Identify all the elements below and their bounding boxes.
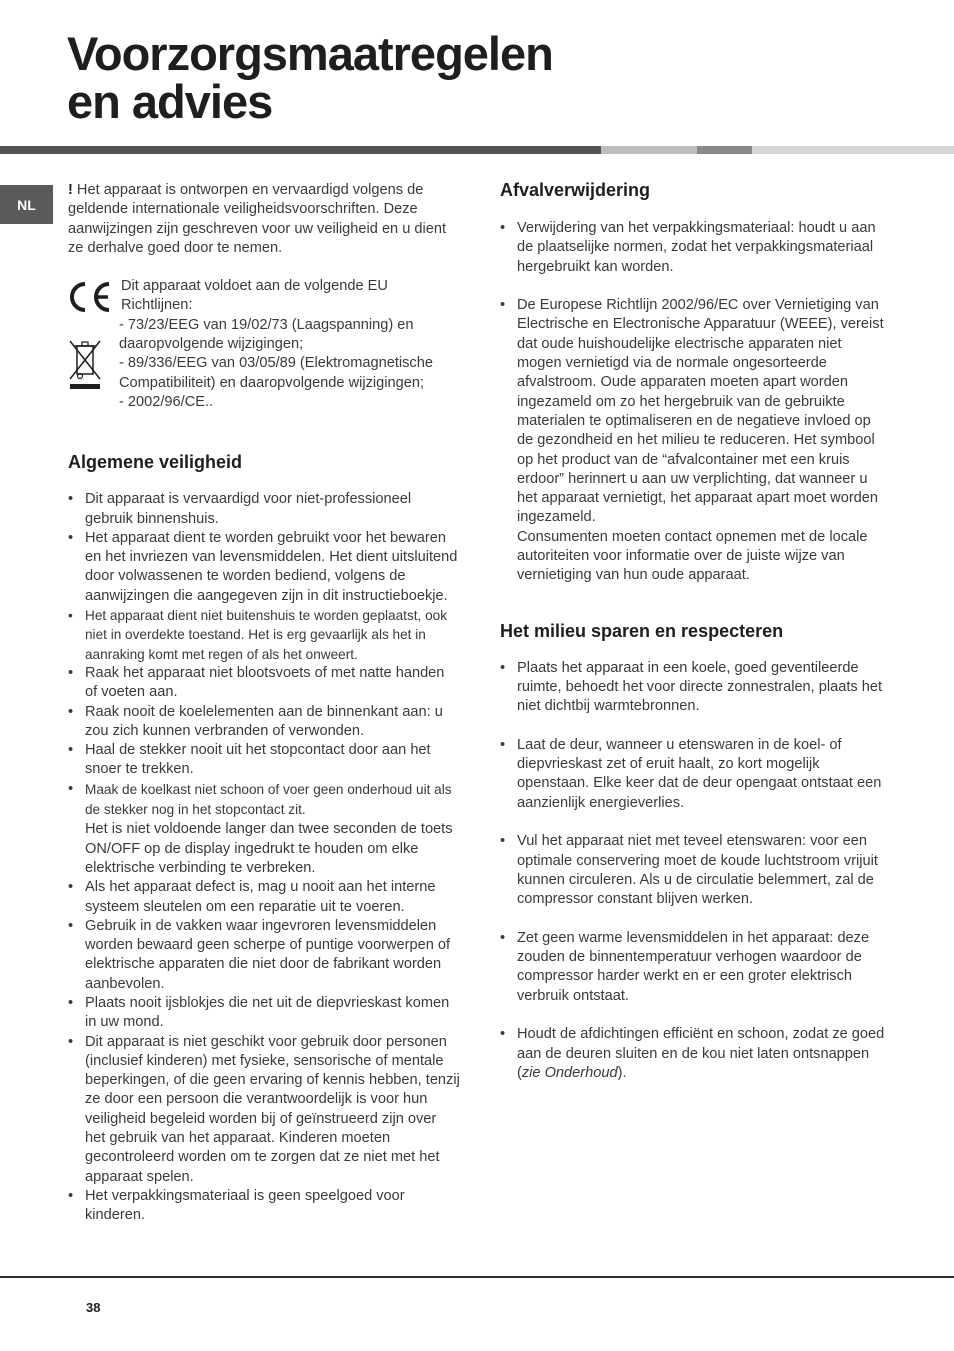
environment-list xyxy=(500,659,890,1084)
ce-mark-icon xyxy=(68,281,114,313)
intro-paragraph xyxy=(68,181,460,258)
footer-divider xyxy=(0,1276,954,1278)
list-item: • Vul het apparaat niet met teveel etenswaren: voor een optimale conservering moet de koude luchtstroom vrijuit kunnen circuleren. Als u de circulatie belemmert, zal de compressor constant blijven werken. xyxy=(500,832,890,909)
list-item xyxy=(500,1025,890,1083)
page-title xyxy=(67,27,553,128)
page-title-line-1: Voorzorgsmaatregelen xyxy=(67,27,553,80)
compliance-block xyxy=(68,277,460,412)
intro-text: Het apparaat is ontworpen en vervaardigd volgens de geldende internationale veiligheidsvoorschriften. Deze aanwijzingen zijn geschreven voor uw veiligheid en u dient ze derhalve goed door te nemen. xyxy=(68,182,447,256)
header-divider-segment xyxy=(601,146,697,154)
header-divider-segment xyxy=(0,146,601,154)
compliance-line: Dit apparaat voldoet aan de volgende EU Richtlijnen: xyxy=(121,278,388,314)
list-item: • Plaats nooit ijsblokjes die net uit de diepvrieskast komen in uw mond. xyxy=(68,994,460,1033)
left-column xyxy=(68,181,460,1226)
general-safety-list xyxy=(68,490,460,1225)
list-item: • Het verpakkingsmateriaal is geen speelgoed voor kinderen. xyxy=(68,1187,460,1226)
warning-mark: ! xyxy=(68,182,73,198)
list-item: • Plaats het apparaat in een koele, goed geventileerde ruimte, behoedt het voor directe zonnestralen, plaats het niet dichtbij warmtebronnen. xyxy=(500,659,890,717)
compliance-line: - 2002/96/CE.. xyxy=(119,393,214,410)
list-item: • Laat de deur, wanneer u etenswaren in de koel- of diepvrieskast zet of eruit haalt, zo kort mogelijk openstaan. Elke keer dat de deur opengaat ontstaat een aanzienlijk energieverlies. xyxy=(500,736,890,813)
list-item: • Raak nooit de koelelementen aan de binnenkant aan: u zou zich kunnen verbranden of verwonden. xyxy=(68,703,460,742)
list-item-extra: Het is niet voldoende langer dan twee seconden de toets ON/OFF op de display ingedrukt te houden om elke elektrische verbinding te verbreken. xyxy=(85,821,453,876)
section-heading-environment: Het milieu sparen en respecteren xyxy=(500,620,784,641)
list-item: • Als het apparaat defect is, mag u nooit aan het interne systeem sleutelen om een reparatie uit te voeren. xyxy=(68,878,460,917)
header-divider-segment xyxy=(697,146,752,154)
section-heading-general-safety: Algemene veiligheid xyxy=(68,452,243,473)
compliance-line: - 73/23/EEG van 19/02/73 (Laagspanning) en daaropvolgende wijzigingen; xyxy=(119,316,414,353)
page-title-line-2: en advies xyxy=(67,75,273,128)
list-item: • Het apparaat dient te worden gebruikt voor het bewaren en het invriezen van levensmiddelen. Het dient uitsluitend door volwassenen te worden bediend, volgens de aanwijzingen die aangegeven zijn in dit instructieboekje. xyxy=(68,529,460,606)
header-divider-segment xyxy=(752,146,954,154)
list-item: • Raak het apparaat niet blootsvoets of met natte handen of voeten aan. xyxy=(68,664,460,703)
list-item: • Zet geen warme levensmiddelen in het apparaat: deze zouden de binnentemperatuur verhogen waardoor de compressor harder werkt en er een groter elektrisch verbruik ontstaat. xyxy=(500,929,890,1006)
list-item: • Verwijdering van het verpakkingsmateriaal: houdt u aan de plaatselijke normen, zodat het verpakkingsmateriaal hergebruikt kan worden. xyxy=(500,219,890,277)
list-item xyxy=(68,780,460,878)
weee-crossed-bin-icon xyxy=(68,339,102,391)
list-item: • Dit apparaat is niet geschikt voor gebruik door personen (inclusief kinderen) met fysieke, sensorische of mentale beperkingen, of die geen ervaring of kennis hebben, tenzij ze door een persoon die verantwoordelijk is voor hun veiligheid begeleid worden bij of geïnstrueerd zijn over het gebruik van het apparaat. Kinderen moeten gecontroleerd worden om te zorgen dat ze niet met het apparaat spelen. xyxy=(68,1033,460,1187)
page-number: 38 xyxy=(86,1300,101,1315)
cross-reference: zie Onderhoud xyxy=(521,1064,618,1081)
list-item xyxy=(500,296,890,585)
list-item: • Dit apparaat is vervaardigd voor niet-professioneel gebruik binnenshuis. xyxy=(68,490,460,529)
list-item: • Het apparaat dient niet buitenshuis te worden geplaatst, ook niet in overdekte toestand. Het is erg gevaarlijk als het in aanraking komt met regen of als het onweert. xyxy=(68,606,460,664)
language-tab: NL xyxy=(0,185,53,224)
list-item: • Haal de stekker nooit uit het stopcontact door aan het snoer te trekken. xyxy=(68,741,460,780)
waste-list xyxy=(500,219,890,586)
list-item-text: Maak de koelkast niet schoon of voer geen onderhoud uit als de stekker nog in het stopcontact zit. xyxy=(85,781,452,818)
list-item-extra: Consumenten moeten contact opnemen met de locale autoriteiten voor informatie over de juiste wijze van vernietiging van hun oude apparaat. xyxy=(517,528,868,584)
right-column xyxy=(500,181,890,1102)
list-item-text: Houdt de afdichtingen efficiënt en schoon, zodat ze goed aan de deuren sluiten en de kou niet laten ontsnappen ( xyxy=(517,1026,885,1081)
list-item-text-end: ). xyxy=(617,1064,627,1081)
list-item: • Gebruik in de vakken waar ingevroren levensmiddelen worden bewaard geen scherpe of puntige voorwerpen of elektrische apparaten die niet door de fabrikant worden aanbevolen. xyxy=(68,917,460,994)
compliance-line: - 89/336/EEG van 03/05/89 (Elektromagnetische Compatibiliteit) en daaropvolgende wijzigingen; xyxy=(119,355,433,391)
section-heading-waste: Afvalverwijdering xyxy=(500,180,651,200)
list-item-text: De Europese Richtlijn 2002/96/EC over Vernietiging van Electrische en Electronische Apparatuur (WEEE), vereist dat oude huishoudelijke electrische apparaten niet mogen vernietigd via de normale ongesorteerde afvalstroom. Oude apparaten moeten apart worden ingezameld om zo het hergebruik van de gebruikte materialen te optimaliseren en de negatieve invloed op de gezondheid en het milieu te reduceren. Het symbool op het product van de “afvalcontainer met een kruis erdoor” herinnert u aan uw verplichting, dat wanneer u het apparaat vernietigt, het apparaat apart moet worden ingezameld. xyxy=(517,297,884,526)
